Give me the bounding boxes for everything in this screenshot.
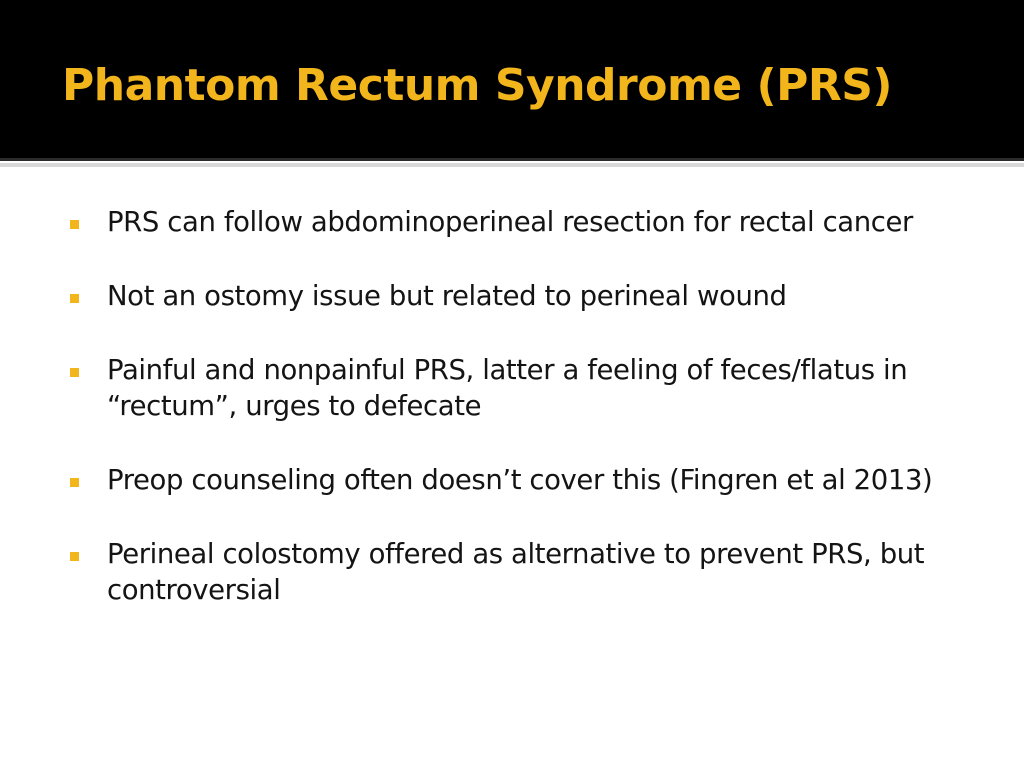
slide-title: Phantom Rectum Syndrome (PRS) [62, 60, 893, 111]
bullet-text: Not an ostomy issue but related to perineal wound [107, 280, 787, 312]
bullet-text: Painful and nonpainful PRS, latter a feeling of feces/flatus in “rectum”, urges to defecate [107, 354, 908, 422]
title-divider-dark [0, 158, 1024, 161]
square-bullet-icon [70, 294, 79, 303]
bullet-text: PRS can follow abdominoperineal resection for rectal cancer [107, 206, 913, 238]
square-bullet-icon [70, 220, 79, 229]
bullet-text: Perineal colostomy offered as alternative to prevent PRS, but controversial [107, 538, 925, 606]
bullet-item [70, 204, 960, 240]
bullet-text: Preop counseling often doesn’t cover this (Fingren et al 2013) [107, 464, 933, 496]
square-bullet-icon [70, 368, 79, 377]
bullet-item [70, 536, 960, 608]
bullet-item [70, 278, 960, 314]
title-bar [0, 0, 1024, 158]
bullet-list [70, 204, 960, 646]
square-bullet-icon [70, 552, 79, 561]
title-divider-light [0, 163, 1024, 167]
square-bullet-icon [70, 478, 79, 487]
bullet-item [70, 462, 960, 498]
bullet-item [70, 352, 960, 424]
